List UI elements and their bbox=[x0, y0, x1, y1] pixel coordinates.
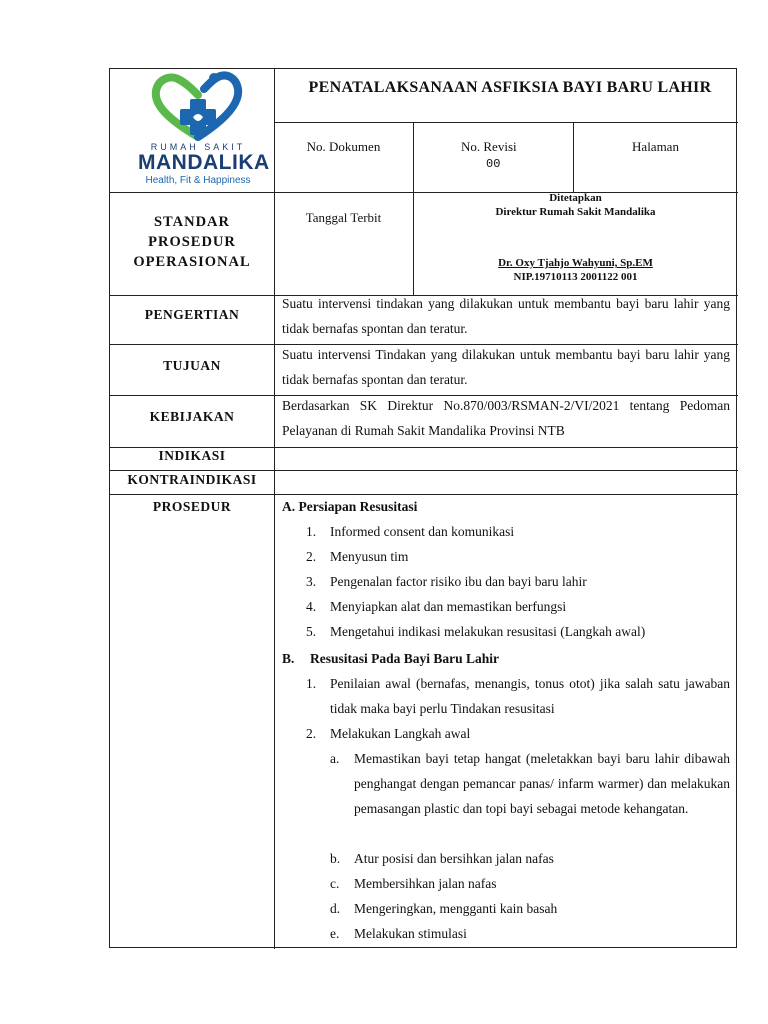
kontraindikasi-label: KONTRAINDIKASI bbox=[127, 472, 257, 487]
divider bbox=[274, 122, 738, 123]
hospital-logo bbox=[110, 69, 274, 192]
section-a-heading: A. Persiapan Resusitasi bbox=[282, 499, 418, 514]
indikasi-label: INDIKASI bbox=[158, 448, 226, 463]
list-item-number: c. bbox=[330, 876, 340, 891]
kebijakan-text: Berdasarkan SK Direktur No.870/003/RSMAN-2/VI/2021 tentang Pedoman Pelayanan di Rumah Sakit Mandalika Provinsi NTB bbox=[282, 398, 730, 438]
kebijakan-label: KEBIJAKAN bbox=[149, 409, 235, 424]
list-item-number: 1. bbox=[306, 524, 317, 539]
list-item-number: a. bbox=[330, 751, 340, 766]
divider bbox=[110, 494, 738, 495]
list-item-number: d. bbox=[330, 901, 341, 916]
list-item-text: Informed consent dan komunikasi bbox=[330, 524, 515, 539]
pengertian-text: Suatu intervensi tindakan yang dilakukan untuk membantu bayi baru lahir yang tidak bernafas spontan dan teratur. bbox=[282, 296, 730, 336]
list-item-number: 5. bbox=[306, 624, 317, 639]
list-item-text: Penilaian awal (bernafas, menangis, tonus otot) jika salah satu jawaban tidak maka bayi perlu Tindakan resusitasi bbox=[330, 676, 730, 716]
direktur-label: Direktur Rumah Sakit Mandalika bbox=[495, 206, 656, 218]
list-item-number: 3. bbox=[306, 574, 317, 589]
list-item-text: Menyiapkan alat dan memastikan berfungsi bbox=[330, 599, 567, 614]
no-revisi-value: 00 bbox=[486, 157, 501, 171]
sop-line-3: OPERASIONAL bbox=[133, 254, 251, 270]
hospital-name: MANDALIKA bbox=[138, 151, 270, 174]
list-item-text: Mengetahui indikasi melakukan resusitasi (Langkah awal) bbox=[330, 624, 646, 639]
list-item-text: Membersihkan jalan nafas bbox=[354, 876, 497, 891]
list-item-text: Atur posisi dan bersihkan jalan nafas bbox=[354, 851, 554, 866]
sop-label bbox=[110, 212, 274, 272]
prosedur-label: PROSEDUR bbox=[152, 499, 232, 514]
document-title bbox=[300, 78, 720, 97]
divider bbox=[274, 69, 275, 949]
list-item-text: Melakukan Langkah awal bbox=[330, 726, 471, 741]
list-item-number: 4. bbox=[306, 599, 317, 614]
list-item-text: Menyusun tim bbox=[330, 549, 409, 564]
heart-cross-icon bbox=[148, 71, 248, 141]
list-item-number: 2. bbox=[306, 549, 317, 564]
list-item-number: 1. bbox=[306, 676, 317, 691]
ditetapkan-label: Ditetapkan bbox=[549, 192, 602, 204]
pengertian-label: PENGERTIAN bbox=[144, 307, 240, 322]
divider bbox=[573, 122, 574, 192]
no-dokumen-label: No. Dokumen bbox=[306, 139, 381, 154]
hospital-tagline: Health, Fit & Happiness bbox=[145, 175, 251, 186]
sop-line-1: STANDAR bbox=[153, 214, 231, 230]
section-b-letter: B. bbox=[282, 651, 295, 666]
halaman-label: Halaman bbox=[632, 139, 679, 154]
list-item-text: Mengeringkan, mengganti kain basah bbox=[354, 901, 558, 916]
document-title-text: PENATALAKSANAAN ASFIKSIA BAYI BARU LAHIR bbox=[308, 79, 712, 96]
sop-document bbox=[109, 68, 737, 948]
list-item-number: b. bbox=[330, 851, 341, 866]
divider bbox=[110, 470, 738, 471]
list-item-number: e. bbox=[330, 926, 340, 941]
list-item-text: Melakukan stimulasi bbox=[354, 926, 467, 941]
list-item-text: Pengenalan factor risiko ibu dan bayi baru lahir bbox=[330, 574, 587, 589]
section-b-heading: Resusitasi Pada Bayi Baru Lahir bbox=[310, 651, 500, 666]
signatory-nip: NIP.19710113 2001122 001 bbox=[513, 271, 638, 283]
hospital-small-label: RUMAH SAKIT bbox=[150, 142, 246, 152]
tujuan-label: TUJUAN bbox=[163, 358, 221, 373]
sop-line-2: PROSEDUR bbox=[148, 234, 236, 250]
list-item-text: Memastikan bayi tetap hangat (meletakkan bayi baru lahir dibawah penghangat dengan pemancar panas/ infarm warmer) dan melakukan pemasangan plastic dan topi bayi sebagai metode kehangatan. bbox=[354, 751, 730, 816]
no-revisi-label: No. Revisi bbox=[461, 139, 517, 154]
signatory-name: Dr. Oxy Tjahjo Wahyuni, Sp.EM bbox=[498, 257, 653, 269]
approval-block bbox=[413, 191, 738, 284]
tanggal-terbit-label: Tanggal Terbit bbox=[305, 210, 382, 225]
list-item-number: 2. bbox=[306, 726, 317, 741]
tujuan-text: Suatu intervensi Tindakan yang dilakukan untuk membantu bayi baru lahir yang tidak bernafas spontan dan teratur. bbox=[282, 347, 730, 387]
